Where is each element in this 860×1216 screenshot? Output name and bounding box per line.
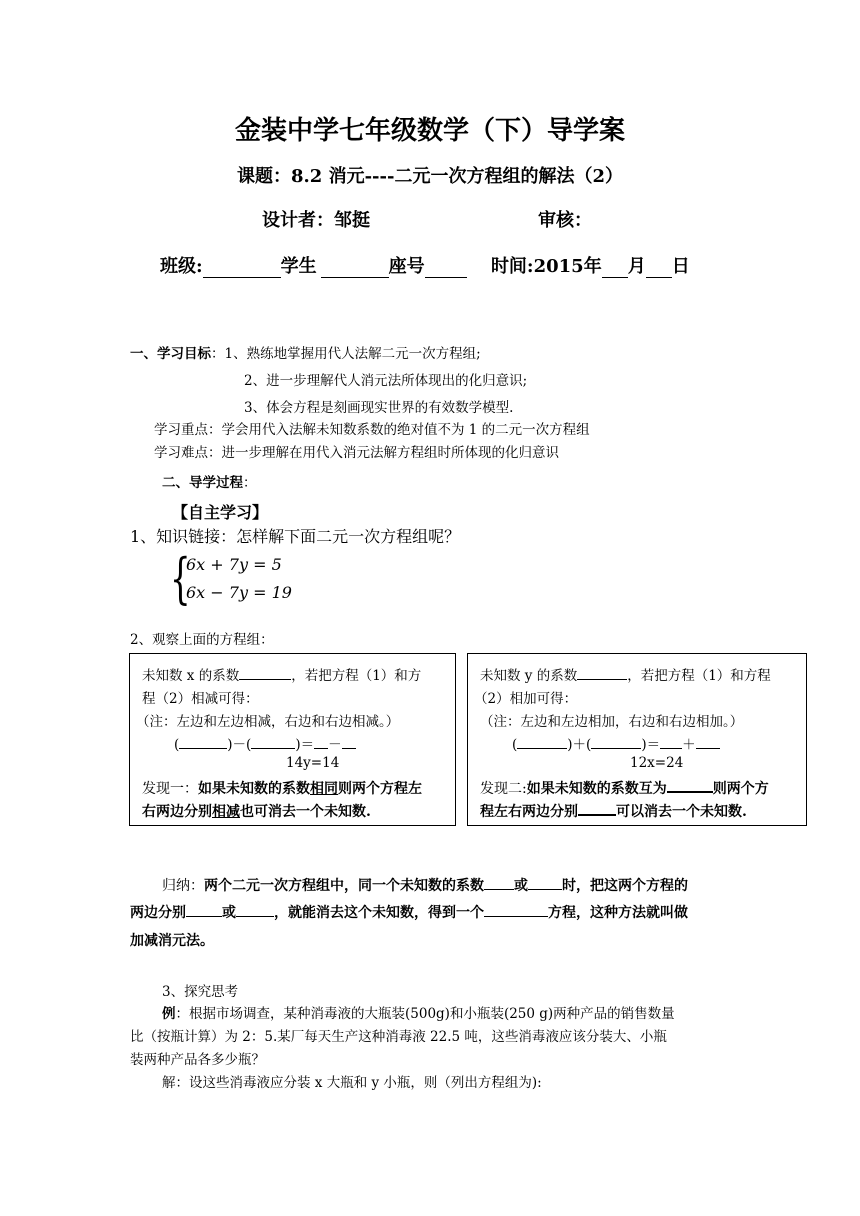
right-box-line-2: （2）相加可得：: [474, 691, 578, 707]
student-info-line: [160, 252, 690, 278]
text: 如果未知数的系数: [198, 781, 310, 797]
finding-two-line-2: [480, 801, 747, 821]
y-coefficient-blank[interactable]: [577, 666, 627, 680]
goal-2: 2、进一步理解代人消元法所体现出的化归意识;: [244, 373, 528, 389]
left-box-result: 14y=14: [286, 755, 340, 771]
blank[interactable]: [484, 903, 548, 917]
question-2: 2、观察上面的方程组：: [130, 632, 274, 648]
left-box-expression: [174, 733, 356, 753]
process-heading-text: 二、导学过程: [162, 475, 243, 491]
text: 未知数 x 的系数: [142, 668, 240, 684]
example-line-2: 比（按瓶计算）为 2：5.某厂每天生产这种消毒液 22.5 吨，这些消毒液应该分装大、小瓶: [130, 1029, 667, 1045]
process-heading-colon: ：: [243, 475, 257, 491]
blank[interactable]: [186, 903, 222, 917]
blank[interactable]: [660, 735, 682, 749]
text: 两个二元一次方程组中，同一个未知数的系数: [204, 878, 484, 894]
summary-line-1: [162, 875, 688, 895]
text: (: [512, 737, 518, 753]
text: (: [174, 737, 180, 753]
text: －: [328, 737, 342, 753]
reviewer-label: 审核：: [538, 210, 592, 231]
year-text: 2015年: [533, 256, 602, 277]
student-blank[interactable]: [321, 259, 389, 278]
blank[interactable]: [484, 876, 514, 890]
text: 归纳：: [162, 878, 204, 894]
blank[interactable]: [591, 735, 641, 749]
class-label: 班级:: [160, 256, 203, 277]
time-label: 时间:: [490, 256, 534, 277]
operation-blank[interactable]: [578, 801, 616, 816]
text: 则两个方: [712, 781, 769, 797]
summary-line-3: 加减消元法。: [130, 933, 214, 949]
text: 发现二:: [480, 781, 527, 797]
goal-3: 3、体会方程是刻画现实世界的有效数学模型.: [244, 400, 514, 416]
text: 未知数 y 的系数: [480, 668, 578, 684]
text: 相减: [212, 804, 240, 820]
goal-line-1: [130, 342, 481, 362]
right-box-result: 12x=24: [630, 755, 684, 771]
page-title: 金装中学七年级数学（下）导学案: [234, 116, 625, 146]
text: 也可消去一个未知数.: [240, 804, 371, 820]
summary-line-2: [130, 902, 688, 922]
text: 两边分别: [130, 905, 186, 921]
designer-label: 设计者：邹挺: [262, 210, 370, 231]
text: )－(: [227, 737, 252, 753]
text: )＝: [295, 737, 315, 753]
lesson-subtitle: 课题：8.2 消元----二元一次方程组的解法（2）: [237, 166, 623, 187]
text: 右两边分别: [142, 804, 212, 820]
left-box-line-2: 程（2）相减可得：: [142, 691, 259, 707]
month-text: 月: [627, 256, 646, 277]
text: 方程，这种方法就叫做: [548, 905, 688, 921]
difficulty-point: 学习难点：进一步理解在用代入消元法解方程组时所体现的化归意识: [154, 445, 559, 461]
blank[interactable]: [528, 876, 562, 890]
text: )＋(: [567, 737, 592, 753]
x-coefficient-blank[interactable]: [239, 666, 291, 680]
equation-brace: {: [170, 547, 191, 610]
self-study-heading: 【自主学习】: [172, 503, 269, 522]
process-heading: [162, 471, 257, 491]
text: 如果未知数的系数互为: [526, 781, 667, 797]
equation-2: 6x − 7y = 19: [186, 583, 292, 602]
text: 例: [162, 1006, 176, 1022]
blank[interactable]: [342, 735, 356, 749]
student-label: 学生: [280, 256, 317, 277]
equation-1: 6x + 7y = 5: [186, 555, 282, 574]
finding-two: [480, 778, 769, 798]
blank[interactable]: [696, 735, 720, 749]
opposite-blank[interactable]: [667, 778, 713, 793]
text: ，就能消去这个未知数，得到一个: [274, 905, 484, 921]
left-box-note: （注：左边和左边相减，右边和右边相减。）: [136, 714, 400, 730]
key-point: 学习重点：学会用代入法解未知数系数的绝对值不为 1 的二元一次方程组: [154, 422, 590, 438]
text: )＝: [641, 737, 661, 753]
explore-heading: 3、探究思考: [162, 984, 239, 1000]
text: 程左右两边分别: [480, 804, 578, 820]
right-box-line-1: [480, 664, 771, 684]
solution-line: 解：设这些消毒液应分装 x 大瓶和 y 小瓶，则（列出方程组为):: [162, 1075, 542, 1091]
right-box-expression: [512, 733, 720, 753]
goal-1: ：1、熟练地掌握用代人法解二元一次方程组;: [211, 346, 481, 362]
text: 或: [514, 878, 528, 894]
text: ，若把方程（1）和方程: [627, 668, 771, 684]
example-line-3: 装两种产品各多少瓶？: [130, 1052, 265, 1068]
text: ：根据市场调查，某种消毒液的大瓶装(500g)和小瓶装(250 g)两种产品的销售数量: [175, 1006, 675, 1022]
seat-label: 座号: [388, 256, 425, 277]
subtraction-box: [129, 653, 456, 826]
goals-heading: 一、学习目标: [130, 346, 211, 362]
text: 发现一：: [142, 781, 198, 797]
finding-one: [142, 778, 422, 798]
class-blank[interactable]: [203, 259, 281, 278]
blank[interactable]: [179, 735, 227, 749]
blank[interactable]: [517, 735, 567, 749]
text: 时，把这两个方程的: [562, 878, 688, 894]
text: 则两个方程左: [338, 781, 422, 797]
addition-box: [467, 653, 807, 826]
finding-one-line-2: [142, 801, 371, 821]
blank[interactable]: [251, 735, 295, 749]
text: 可以消去一个未知数.: [616, 804, 747, 820]
question-1: 1、知识链接：怎样解下面二元一次方程组呢？: [130, 527, 461, 546]
month-blank[interactable]: [602, 259, 628, 278]
right-box-note: （注：左边和左边相加，右边和右边相加。）: [480, 714, 744, 730]
seat-blank[interactable]: [425, 259, 467, 278]
text: ＋: [682, 737, 696, 753]
day-text: 日: [671, 256, 690, 277]
left-box-line-1: [142, 664, 421, 684]
example-line-1: [162, 1002, 675, 1022]
text: ，若把方程（1）和方: [291, 668, 422, 684]
blank[interactable]: [314, 735, 328, 749]
text: 或: [222, 905, 236, 921]
text: 相同: [310, 781, 338, 797]
blank[interactable]: [236, 903, 274, 917]
day-blank[interactable]: [646, 259, 672, 278]
